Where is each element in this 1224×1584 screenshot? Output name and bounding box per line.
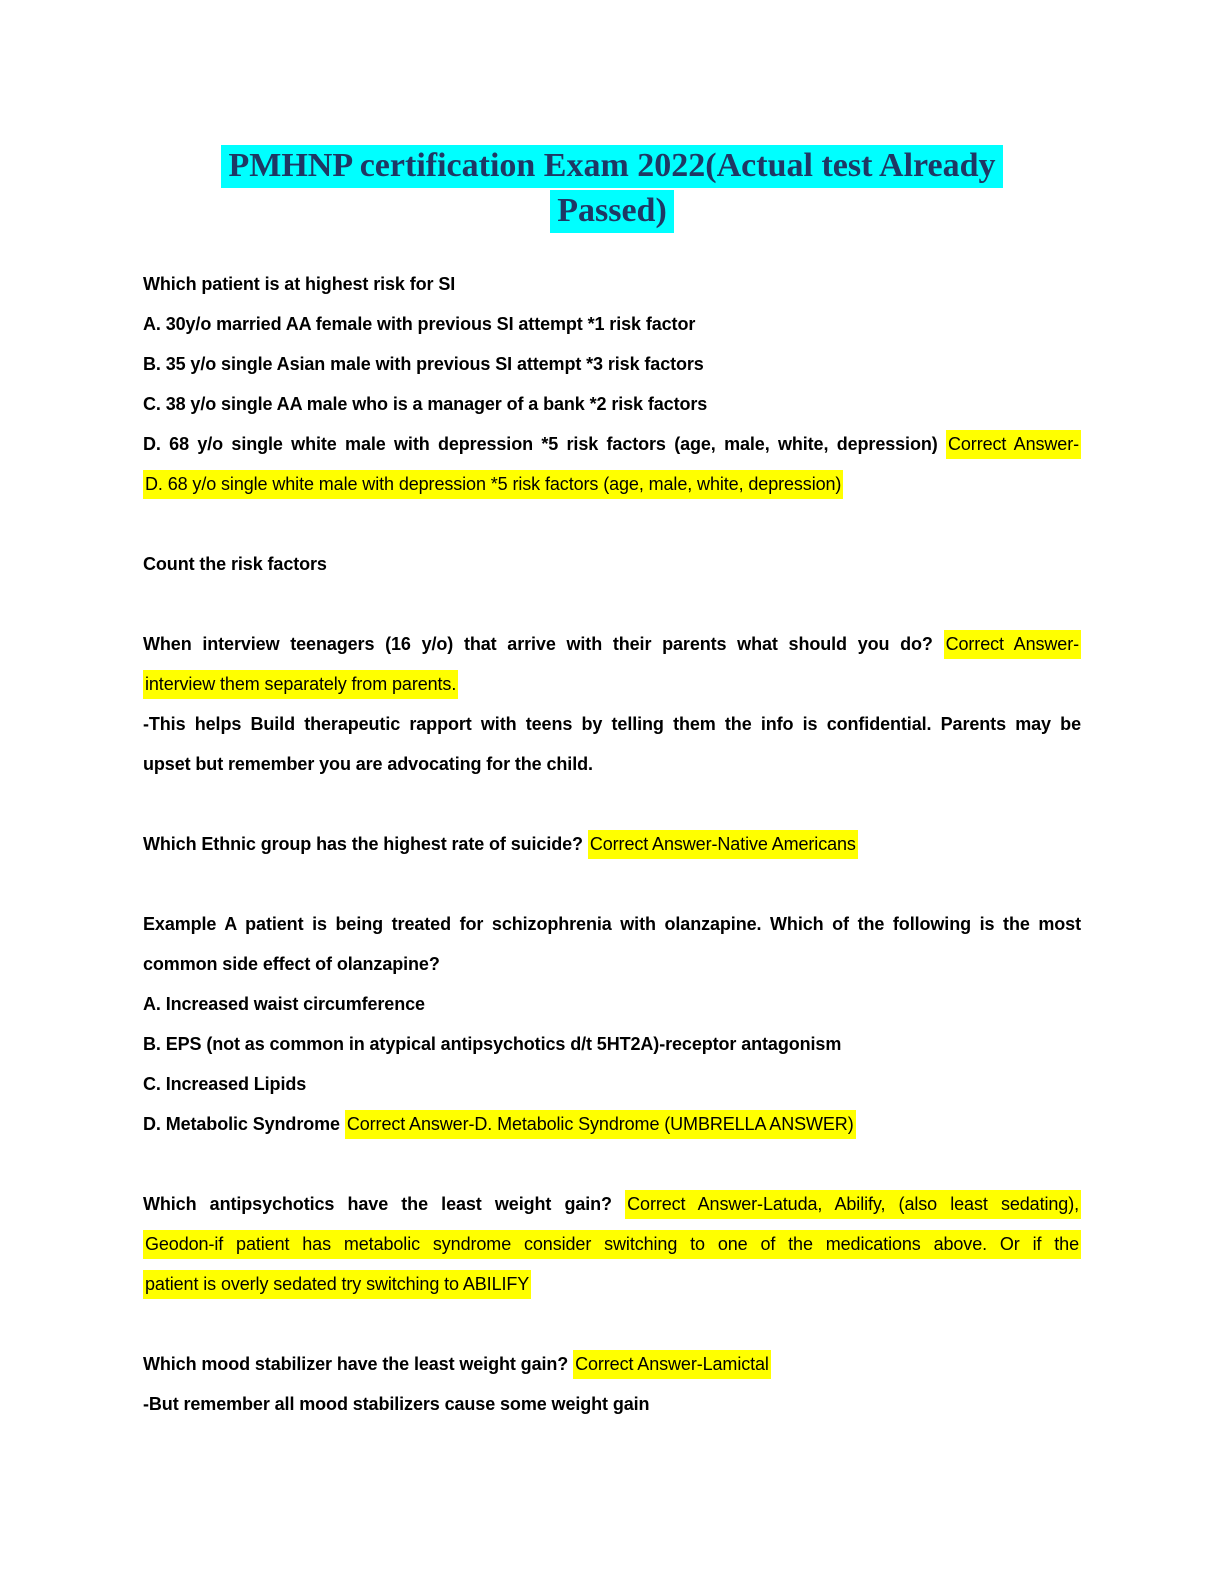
correct-answer-highlight: Geodon-if patient has metabolic syndrome consider switching to one of the medications above. Or if the <box>143 1230 1081 1259</box>
question-text: D. 68 y/o single white male with depression *5 risk factors (age, male, white, depression) <box>143 434 946 454</box>
qa-paragraph <box>143 1344 1081 1384</box>
text-line <box>143 1064 1081 1104</box>
text-line <box>143 1384 1081 1424</box>
document-title-line-1 <box>0 143 1224 188</box>
question-text: B. EPS (not as common in atypical antipsychotics d/t 5HT2A)-receptor antagonism <box>143 1034 842 1054</box>
text-line <box>143 304 1081 344</box>
question-text: C. 38 y/o single AA male who is a manager of a bank *2 risk factors <box>143 394 708 414</box>
text-line <box>143 744 1081 784</box>
question-text: Example A patient is being treated for schizophrenia with olanzapine. Which of the following is the most <box>143 914 1081 934</box>
text-line <box>143 424 1081 464</box>
document-title <box>0 0 1224 233</box>
correct-answer-highlight: Correct Answer-D. Metabolic Syndrome (UMBRELLA ANSWER) <box>345 1110 856 1139</box>
document-title-line-2 <box>0 188 1224 233</box>
text-line <box>143 384 1081 424</box>
text-line <box>143 344 1081 384</box>
qa-paragraph <box>143 344 1081 384</box>
qa-paragraph <box>143 904 1081 984</box>
qa-paragraph <box>143 984 1081 1024</box>
qa-paragraph <box>143 304 1081 344</box>
text-line <box>143 824 1081 864</box>
question-text: C. Increased Lipids <box>143 1074 307 1094</box>
text-line <box>143 1344 1081 1384</box>
question-text: A. Increased waist circumference <box>143 994 425 1014</box>
qa-paragraph <box>143 1104 1081 1144</box>
document-title-text-1: PMHNP certification Exam 2022(Actual test Already <box>221 145 1002 188</box>
qa-paragraph <box>143 384 1081 424</box>
qa-paragraph <box>143 624 1081 704</box>
correct-answer-highlight: Correct Answer- <box>944 630 1081 659</box>
correct-answer-highlight: Correct Answer-Native Americans <box>588 830 858 859</box>
correct-answer-highlight: D. 68 y/o single white male with depression *5 risk factors (age, male, white, depression) <box>143 470 843 499</box>
question-text: Which Ethnic group has the highest rate of suicide? <box>143 834 588 854</box>
text-line <box>143 1264 1081 1304</box>
question-text: D. Metabolic Syndrome <box>143 1114 345 1134</box>
correct-answer-highlight: interview them separately from parents. <box>143 670 458 699</box>
qa-paragraph <box>143 544 1081 584</box>
text-line <box>143 1024 1081 1064</box>
qa-paragraph <box>143 704 1081 784</box>
question-text: Which patient is at highest risk for SI <box>143 274 456 294</box>
question-text: B. 35 y/o single Asian male with previous SI attempt *3 risk factors <box>143 354 704 374</box>
question-text: Which mood stabilizer have the least weight gain? <box>143 1354 574 1374</box>
correct-answer-highlight: patient is overly sedated try switching to ABILIFY <box>143 1270 531 1299</box>
text-line <box>143 984 1081 1024</box>
qa-paragraph <box>143 1384 1081 1424</box>
text-line <box>143 1104 1081 1144</box>
text-line <box>143 544 1081 584</box>
qa-paragraph <box>143 424 1081 504</box>
text-line <box>143 264 1081 304</box>
document-body <box>143 264 1081 1424</box>
document-title-text-2: Passed) <box>550 190 674 233</box>
text-line <box>143 464 1081 504</box>
qa-paragraph <box>143 264 1081 304</box>
qa-paragraph <box>143 1024 1081 1064</box>
text-line <box>143 944 1081 984</box>
text-line <box>143 1184 1081 1224</box>
question-text: A. 30y/o married AA female with previous SI attempt *1 risk factor <box>143 314 696 334</box>
question-text: upset but remember you are advocating for the child. <box>143 754 593 774</box>
text-line <box>143 664 1081 704</box>
question-text: -This helps Build therapeutic rapport with teens by telling them the info is confidential. Parents may be <box>143 714 1081 734</box>
question-text: Which antipsychotics have the least weight gain? <box>143 1194 626 1214</box>
qa-paragraph <box>143 1184 1081 1304</box>
qa-paragraph <box>143 824 1081 864</box>
question-text: When interview teenagers (16 y/o) that arrive with their parents what should you do? <box>143 634 944 654</box>
question-text: -But remember all mood stabilizers cause some weight gain <box>143 1394 650 1414</box>
text-line <box>143 704 1081 744</box>
correct-answer-highlight: Correct Answer- <box>946 430 1081 459</box>
text-line <box>143 904 1081 944</box>
correct-answer-highlight: Correct Answer-Latuda, Abilify, (also least sedating), <box>625 1190 1081 1219</box>
qa-paragraph <box>143 1064 1081 1104</box>
question-text: Count the risk factors <box>143 554 327 574</box>
text-line <box>143 624 1081 664</box>
text-line <box>143 1224 1081 1264</box>
correct-answer-highlight: Correct Answer-Lamictal <box>573 1350 771 1379</box>
question-text: common side effect of olanzapine? <box>143 954 440 974</box>
